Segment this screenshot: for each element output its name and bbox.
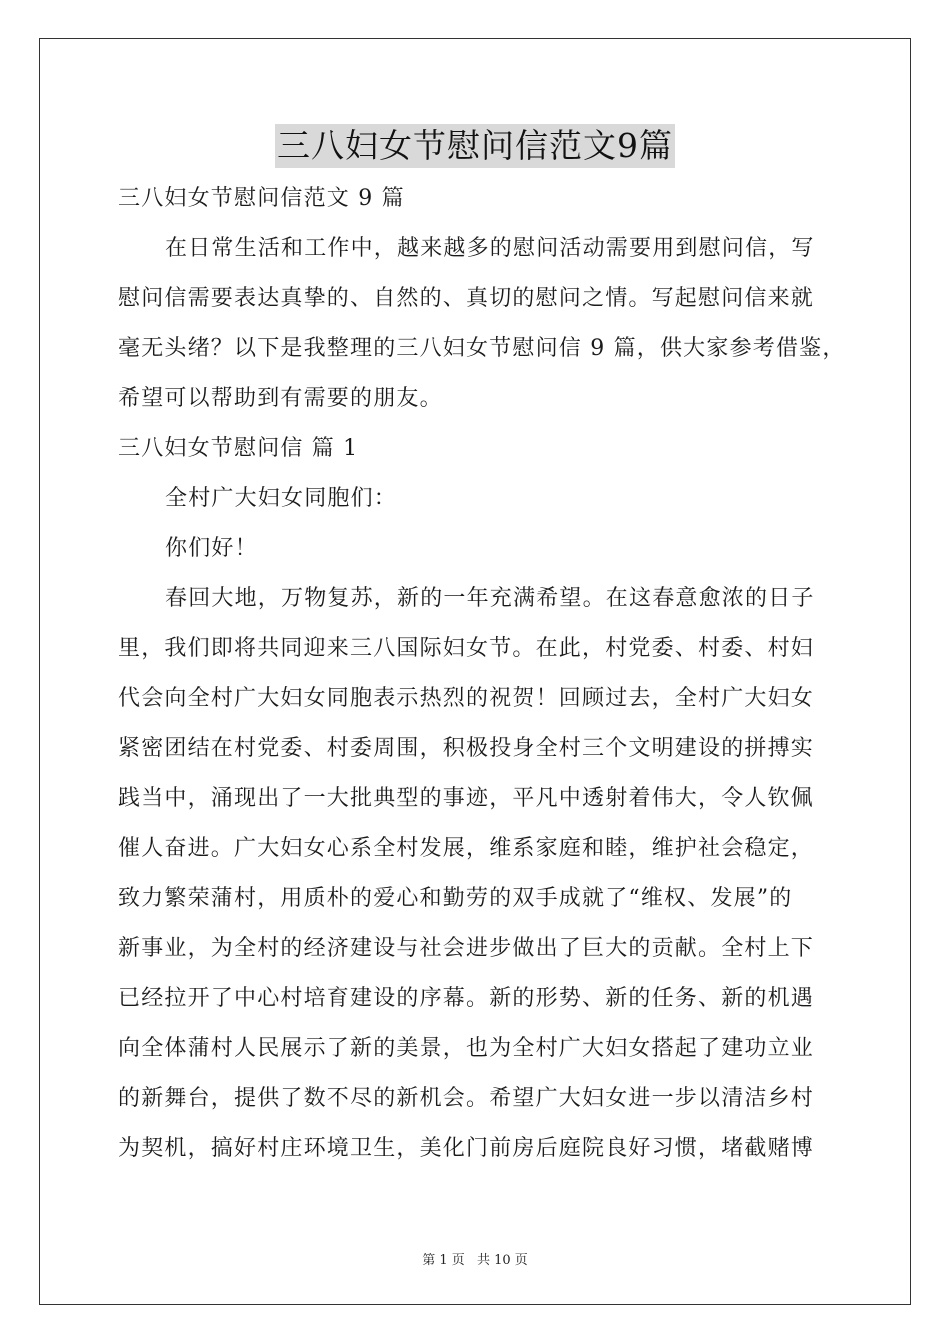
text-line: 向全体蒲村人民展示了新的美景，也为全村广大妇女搭起了建功立业: [118, 1036, 815, 1061]
page-number: 第 1 页: [422, 1253, 465, 1268]
text-line: 三八妇女节慰问信范文 9 篇: [118, 186, 405, 211]
text-line: 里，我们即将共同迎来三八国际妇女节。在此，村党委、村委、村妇: [118, 636, 815, 661]
text-line: 毫无头绪？以下是我整理的三八妇女节慰问信 9 篇，供大家参考借鉴，: [118, 336, 846, 361]
text-line: 催人奋进。广大妇女心系全村发展，维系家庭和睦，维护社会稳定，: [118, 836, 815, 861]
text-line: 紧密团结在村党委、村委周围，积极投身全村三个文明建设的拼搏实: [118, 736, 815, 761]
text-line: 为契机，搞好村庄环境卫生，美化门前房后庭院良好习惯，堵截赌博: [118, 1136, 815, 1161]
text-line: 新事业，为全村的经济建设与社会进步做出了巨大的贡献。全村上下: [118, 936, 815, 961]
title-container: [0, 124, 950, 168]
text-line: 全村广大妇女同胞们：: [165, 486, 398, 511]
text-line: 希望可以帮助到有需要的朋友。: [118, 386, 443, 411]
page-footer: [0, 1249, 950, 1268]
text-line: 春回大地，万物复苏，新的一年充满希望。在这春意愈浓的日子: [165, 586, 815, 611]
document-title: 三八妇女节慰问信范文9篇: [275, 124, 675, 168]
text-line: 践当中，涌现出了一大批典型的事迹，平凡中透射着伟大，令人钦佩: [118, 786, 815, 811]
text-line: 在日常生活和工作中，越来越多的慰问活动需要用到慰问信，写: [165, 236, 815, 261]
text-line: 你们好！: [165, 536, 258, 561]
text-line: 慰问信需要表达真挚的、自然的、真切的慰问之情。写起慰问信来就: [118, 286, 815, 311]
page-total: 共 10 页: [476, 1253, 528, 1268]
text-line: 已经拉开了中心村培育建设的序幕。新的形势、新的任务、新的机遇: [118, 986, 815, 1011]
document-body: [118, 174, 846, 1174]
text-line: 代会向全村广大妇女同胞表示热烈的祝贺！回顾过去，全村广大妇女: [118, 686, 815, 711]
text-line: 三八妇女节慰问信 篇 1: [118, 436, 359, 461]
text-line: 的新舞台，提供了数不尽的新机会。希望广大妇女进一步以清洁乡村: [118, 1086, 815, 1111]
text-line: 致力繁荣蒲村，用质朴的爱心和勤劳的双手成就了“维权、发展”的: [118, 886, 793, 911]
